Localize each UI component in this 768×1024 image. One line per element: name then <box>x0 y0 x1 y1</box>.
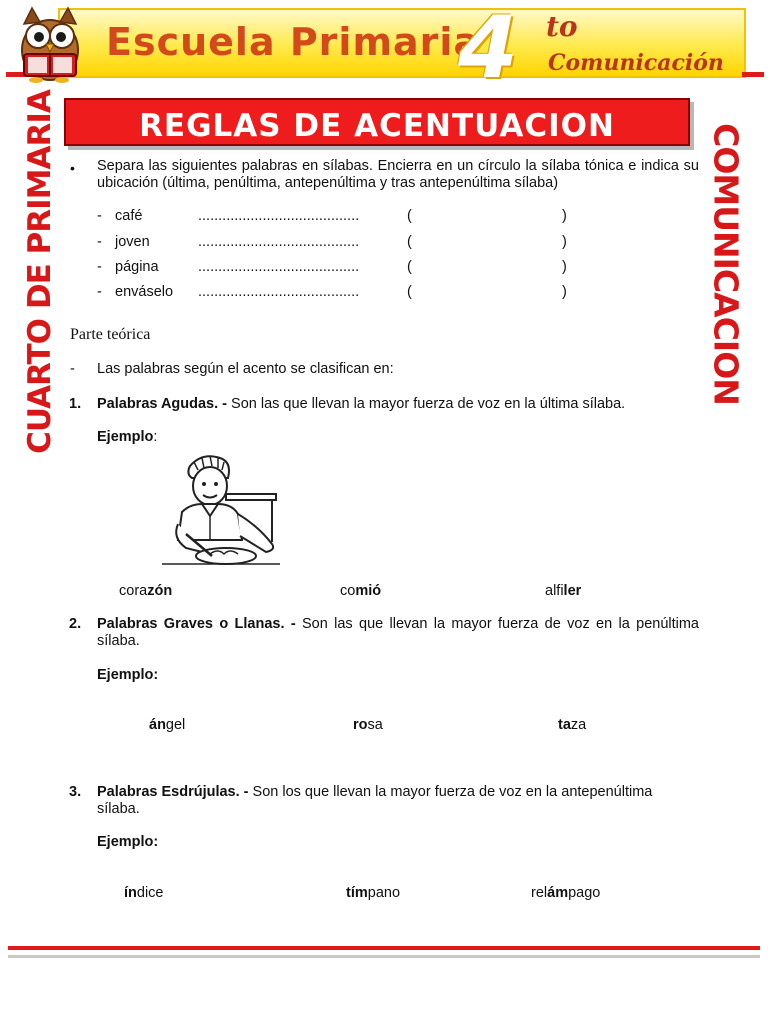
stressed-syllable: tím <box>346 885 368 901</box>
page-title: REGLAS DE ACENTUACION <box>139 108 615 144</box>
stressed-syllable: ám <box>547 885 569 901</box>
example-word <box>545 583 581 599</box>
word-part: za <box>570 717 587 733</box>
title-box <box>64 98 690 146</box>
side-label-right-text: COMUNICACION <box>706 123 746 405</box>
item-word: enváselo <box>115 284 174 300</box>
section-term: Palabras Graves o Llanas. - <box>97 616 296 632</box>
paren-close: ) <box>562 234 567 250</box>
subject-name: Comunicación <box>548 50 724 76</box>
paren-close: ) <box>562 284 567 300</box>
item-word: joven <box>115 234 150 250</box>
section-text: Son los que llevan la mayor fuerza de voz en la antepenúltima sílaba. <box>97 784 653 817</box>
answer-dots: ........................................ <box>198 259 360 275</box>
stressed-syllable: ta <box>558 717 571 733</box>
section-number: 1. <box>69 396 82 412</box>
word-part: dice <box>136 885 164 901</box>
word-part: sa <box>367 717 383 733</box>
stressed-syllable: ler <box>563 583 582 599</box>
item-dash: - <box>97 284 102 300</box>
paren-close: ) <box>562 208 567 224</box>
side-label-right <box>702 118 750 410</box>
boy-eating-illustration <box>162 452 280 570</box>
example-word <box>558 717 586 733</box>
word-part: rel <box>531 885 548 901</box>
theory-intro: Las palabras según el acento se clasifican en: <box>97 361 394 377</box>
paren-open: ( <box>407 234 412 250</box>
answer-dots: ........................................ <box>198 208 360 224</box>
example-word <box>149 717 185 733</box>
stressed-syllable: mió <box>355 583 382 599</box>
word-part: pano <box>367 885 401 901</box>
section-number: 3. <box>69 784 82 800</box>
item-word: café <box>115 208 143 224</box>
stressed-syllable: án <box>149 717 166 733</box>
stressed-syllable: zón <box>147 583 173 599</box>
paren-close: ) <box>562 259 567 275</box>
page-title-banner <box>60 96 696 152</box>
word-part: cora <box>119 583 148 599</box>
exercise-instruction: Separa las siguientes palabras en sílabas. Encierra en un círculo la sílaba tónica e indica su ubicación (última, penúltima, antepenúltima y tras antepenúltima sílaba) <box>97 158 699 191</box>
section-term: Palabras Esdrújulas. - <box>97 784 249 800</box>
example-word <box>346 885 400 901</box>
word-part: co <box>340 583 356 599</box>
side-label-left-text: CUARTO DE PRIMARIA <box>22 90 58 454</box>
footer-rule-gray <box>8 955 760 958</box>
footer-rule-red <box>8 946 760 950</box>
example-label: Ejemplo: <box>97 667 159 683</box>
example-label: Ejemplo: <box>97 834 159 850</box>
example-label <box>97 429 157 446</box>
answer-dots: ........................................ <box>198 234 360 250</box>
section-text: Son las que llevan la mayor fuerza de voz en la última sílaba. <box>227 396 626 412</box>
school-name: Escuela Primaria <box>106 20 481 64</box>
item-dash: - <box>97 234 102 250</box>
word-part: alfi <box>545 583 564 599</box>
stressed-syllable: ín <box>124 885 137 901</box>
item-dash: - <box>97 208 102 224</box>
item-word: página <box>115 259 159 275</box>
header-rule-right <box>742 72 764 77</box>
paren-open: ( <box>407 284 412 300</box>
stressed-syllable: ro <box>353 717 368 733</box>
paren-open: ( <box>407 208 412 224</box>
grade-number: 4 <box>458 0 518 98</box>
section-term: Palabras Agudas. - <box>97 396 228 412</box>
section-text: Son las que llevan la mayor fuerza de voz en la penúltima sílaba. <box>97 616 699 649</box>
example-word <box>124 885 164 901</box>
section-definition <box>97 784 699 818</box>
section-definition <box>97 616 699 650</box>
theory-heading: Parte teórica <box>70 326 151 343</box>
example-label-text: Ejemplo <box>97 429 154 445</box>
answer-dots: ........................................ <box>198 284 360 300</box>
example-colon: : <box>153 429 158 445</box>
bullet: • <box>70 160 75 176</box>
grade-suffix: to <box>546 10 578 43</box>
item-dash: - <box>97 259 102 275</box>
owl-mascot-icon <box>0 0 98 84</box>
word-part: pago <box>568 885 601 901</box>
example-word <box>531 885 600 901</box>
word-part: gel <box>165 717 186 733</box>
side-label-left <box>16 90 64 454</box>
example-word <box>119 583 172 599</box>
paren-open: ( <box>407 259 412 275</box>
example-word <box>353 717 383 733</box>
example-word <box>340 583 381 599</box>
intro-dash: - <box>70 361 75 377</box>
section-definition <box>97 396 699 413</box>
section-number: 2. <box>69 616 82 632</box>
header-banner <box>18 0 746 98</box>
